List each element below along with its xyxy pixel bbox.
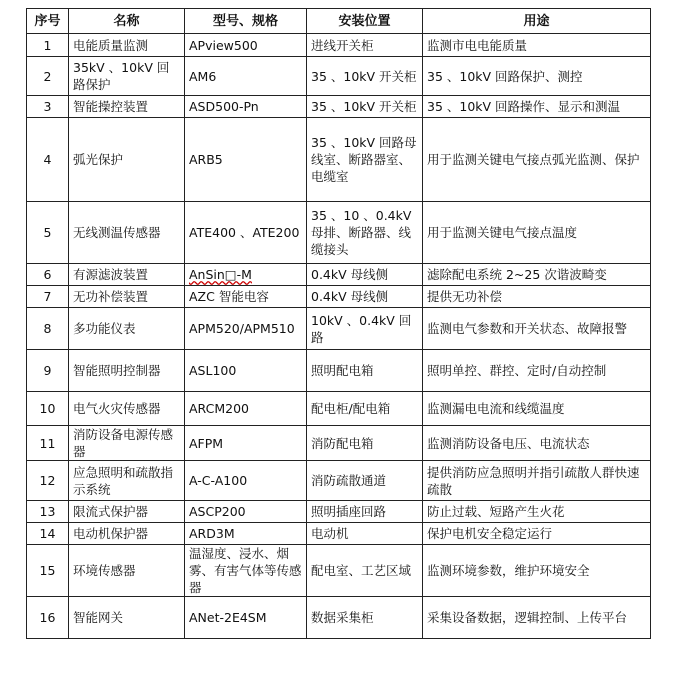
no-text: 11 (39, 435, 56, 451)
no-text: 3 (43, 99, 52, 114)
cell-model (185, 597, 307, 639)
location-text: 35 、10kV 回路母线室、断路器室、电缆室 (311, 135, 417, 184)
location-text: 配电室、工艺区域 (311, 563, 412, 578)
cell-no (27, 202, 69, 264)
table-row (27, 426, 651, 461)
name-text: 多功能仪表 (73, 321, 136, 336)
cell-use (423, 501, 651, 523)
cell-location (307, 392, 423, 426)
name-text: 应急照明和疏散指示系统 (73, 464, 174, 497)
name-text: 电气火灾传感器 (73, 401, 161, 416)
no-text: 5 (43, 225, 52, 240)
use-text: 监测市电电能质量 (427, 37, 528, 53)
no-text: 7 (43, 289, 52, 304)
location-text: 消防配电箱 (311, 435, 374, 451)
cell-model (185, 350, 307, 392)
name-text: 环境传感器 (73, 563, 136, 578)
location-text: 数据采集柜 (311, 610, 374, 625)
header-model: 型号、规格 (185, 9, 307, 34)
cell-model (185, 96, 307, 118)
cell-name (69, 308, 185, 350)
table-row (27, 34, 651, 57)
location-text: 电动机 (311, 526, 349, 541)
cell-use (423, 523, 651, 545)
cell-no (27, 118, 69, 202)
cell-no (27, 523, 69, 545)
table-row (27, 461, 651, 501)
use-text: 防止过载、短路产生火花 (427, 504, 565, 519)
table-row (27, 118, 651, 202)
cell-no (27, 264, 69, 286)
table-row (27, 597, 651, 639)
cell-name (69, 264, 185, 286)
no-text: 16 (39, 610, 56, 625)
cell-use (423, 34, 651, 57)
cell-model (185, 286, 307, 308)
location-text: 35 、10kV 开关柜 (311, 68, 417, 84)
model-text: ATE400 、ATE200 (189, 225, 300, 240)
no-text: 1 (43, 37, 52, 53)
table-row (27, 308, 651, 350)
header-name: 名称 (69, 9, 185, 34)
cell-name (69, 96, 185, 118)
cell-location (307, 202, 423, 264)
name-text: 电能质量监测 (73, 37, 149, 53)
cell-model (185, 57, 307, 96)
table-row (27, 96, 651, 118)
cell-location (307, 597, 423, 639)
table-row (27, 350, 651, 392)
location-text: 消防疏散通道 (311, 473, 387, 488)
cell-location (307, 501, 423, 523)
cell-use (423, 350, 651, 392)
location-text: 0.4kV 母线侧 (311, 267, 389, 282)
cell-no (27, 597, 69, 639)
cell-model (185, 34, 307, 57)
cell-name (69, 34, 185, 57)
use-text: 监测消防设备电压、电流状态 (427, 435, 590, 451)
cell-location (307, 461, 423, 501)
cell-location (307, 308, 423, 350)
cell-location (307, 286, 423, 308)
name-text: 弧光保护 (73, 152, 124, 167)
cell-model (185, 426, 307, 461)
cell-model (185, 523, 307, 545)
cell-no (27, 286, 69, 308)
cell-no (27, 426, 69, 461)
cell-location (307, 34, 423, 57)
no-text: 8 (43, 321, 52, 336)
model-text: 温湿度、浸水、烟雾、有害气体等传感器 (189, 546, 302, 595)
table-row (27, 392, 651, 426)
cell-use (423, 308, 651, 350)
name-text: 智能操控装置 (73, 99, 149, 114)
cell-name (69, 597, 185, 639)
table-row (27, 202, 651, 264)
cell-location (307, 350, 423, 392)
model-text: APview500 (189, 37, 258, 53)
cell-model (185, 264, 307, 286)
location-text: 10kV 、0.4kV 回路 (311, 312, 412, 345)
use-text: 提供消防应急照明并指引疏散人群快速疏散 (427, 464, 640, 497)
use-text: 用于监测关键电气接点弧光监测、保护 (427, 152, 640, 167)
table-row (27, 286, 651, 308)
model-text: ARCM200 (189, 401, 249, 416)
name-text: 35kV 、10kV 回路保护 (73, 60, 170, 92)
model-text: APM520/APM510 (189, 321, 295, 336)
cell-use (423, 597, 651, 639)
model-text: ASCP200 (189, 504, 246, 519)
use-text: 监测漏电电流和线缆温度 (427, 401, 565, 416)
cell-location (307, 96, 423, 118)
use-text: 采集设备数据，逻辑控制、上传平台 (427, 610, 628, 625)
cell-location (307, 57, 423, 96)
model-text: ARB5 (189, 152, 223, 167)
cell-no (27, 350, 69, 392)
cell-name (69, 350, 185, 392)
cell-use (423, 264, 651, 286)
cell-use (423, 286, 651, 308)
model-text: ASD500-Pn (189, 99, 259, 114)
cell-use (423, 57, 651, 96)
model-text: AnSin□-M (189, 267, 252, 282)
no-text: 2 (43, 68, 52, 84)
name-text: 消防设备电源传感器 (73, 427, 174, 459)
name-text: 电动机保护器 (73, 526, 149, 541)
use-text: 保护电机安全稳定运行 (427, 526, 553, 541)
cell-name (69, 202, 185, 264)
no-text: 15 (39, 563, 56, 578)
use-text: 用于监测关键电气接点温度 (427, 225, 578, 240)
table-row (27, 501, 651, 523)
name-text: 智能照明控制器 (73, 363, 161, 378)
cell-location (307, 426, 423, 461)
no-text: 14 (39, 526, 56, 541)
no-text: 9 (43, 363, 52, 378)
header-use: 用途 (423, 9, 651, 34)
table-row (27, 264, 651, 286)
cell-no (27, 545, 69, 597)
cell-model (185, 545, 307, 597)
cell-name (69, 286, 185, 308)
name-text: 智能网关 (73, 610, 124, 625)
cell-no (27, 308, 69, 350)
name-text: 无功补偿装置 (73, 289, 149, 304)
use-text: 35 、10kV 回路操作、显示和测温 (427, 99, 621, 114)
cell-use (423, 202, 651, 264)
location-text: 进线开关柜 (311, 37, 374, 53)
cell-no (27, 34, 69, 57)
header-no: 序号 (27, 9, 69, 34)
cell-no (27, 57, 69, 96)
cell-use (423, 461, 651, 501)
model-text: ARD3M (189, 526, 235, 541)
use-text: 照明单控、群控、定时/自动控制 (427, 363, 607, 378)
cell-no (27, 392, 69, 426)
cell-location (307, 118, 423, 202)
cell-model (185, 461, 307, 501)
no-text: 12 (39, 473, 56, 488)
cell-model (185, 118, 307, 202)
name-text: 无线测温传感器 (73, 225, 161, 240)
location-text: 照明配电箱 (311, 363, 374, 378)
name-text: 有源滤波装置 (73, 267, 149, 282)
cell-use (423, 118, 651, 202)
cell-use (423, 96, 651, 118)
location-text: 35 、10kV 开关柜 (311, 99, 417, 114)
cell-model (185, 308, 307, 350)
use-text: 监测环境参数，维护环境安全 (427, 563, 590, 578)
location-text: 照明插座回路 (311, 504, 387, 519)
cell-location (307, 523, 423, 545)
location-text: 0.4kV 母线侧 (311, 289, 389, 304)
model-text: A-C-A100 (189, 473, 248, 488)
cell-no (27, 461, 69, 501)
use-text: 提供无功补偿 (427, 289, 503, 304)
model-text: AFPM (189, 435, 224, 451)
cell-name (69, 523, 185, 545)
cell-name (69, 545, 185, 597)
table-row (27, 545, 651, 597)
table-header-row (27, 9, 651, 34)
cell-use (423, 392, 651, 426)
cell-name (69, 118, 185, 202)
use-text: 滤除配电系统 2~25 次谐波畸变 (427, 267, 607, 282)
cell-no (27, 501, 69, 523)
cell-use (423, 545, 651, 597)
equipment-table (26, 8, 651, 639)
equipment-table-container (26, 8, 650, 639)
table-row (27, 523, 651, 545)
use-text: 35 、10kV 回路保护、测控 (427, 68, 583, 84)
header-location: 安装位置 (307, 9, 423, 34)
cell-name (69, 461, 185, 501)
model-text: ASL100 (189, 363, 237, 378)
no-text: 6 (43, 267, 52, 282)
location-text: 35 、10 、0.4kV 母排、断路器、线缆接头 (311, 208, 412, 257)
use-text: 监测电气参数和开关状态、故障报警 (427, 321, 628, 336)
table-row (27, 57, 651, 96)
cell-use (423, 426, 651, 461)
cell-location (307, 545, 423, 597)
model-text: ANet-2E4SM (189, 610, 267, 625)
cell-name (69, 392, 185, 426)
cell-no (27, 96, 69, 118)
no-text: 10 (39, 401, 56, 416)
cell-model (185, 501, 307, 523)
location-text: 配电柜/配电箱 (311, 401, 391, 416)
cell-name (69, 426, 185, 461)
no-text: 13 (39, 504, 56, 519)
cell-model (185, 392, 307, 426)
cell-model (185, 202, 307, 264)
name-text: 限流式保护器 (73, 504, 149, 519)
model-text: AZC 智能电容 (189, 289, 269, 304)
model-text: AM6 (189, 68, 217, 84)
no-text: 4 (43, 152, 52, 167)
cell-name (69, 57, 185, 96)
cell-location (307, 264, 423, 286)
cell-name (69, 501, 185, 523)
